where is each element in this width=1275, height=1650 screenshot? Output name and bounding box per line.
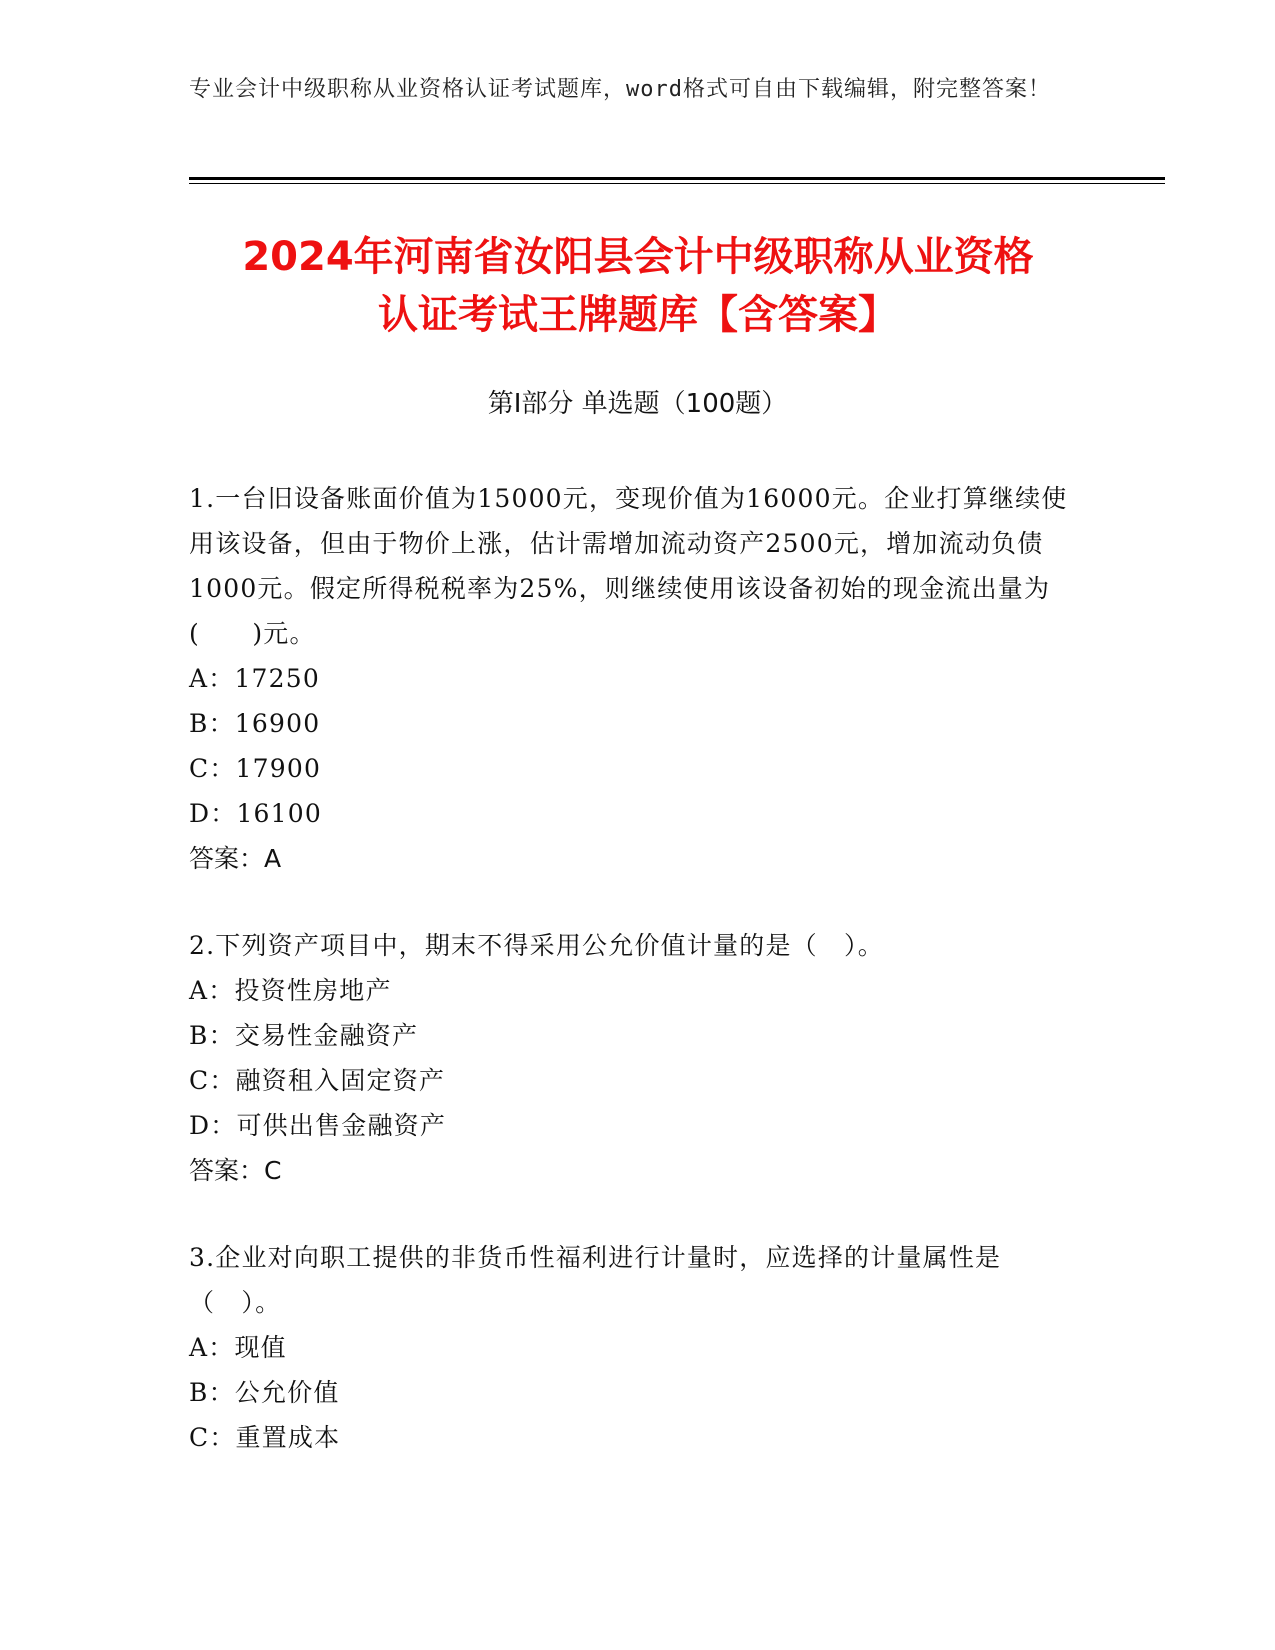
document-title-line-1: 2024年河南省汝阳县会计中级职称从业资格 xyxy=(242,234,1034,280)
answer-line: 答案：A xyxy=(189,844,282,873)
option-b: B：交易性金融资产 xyxy=(189,1021,419,1050)
option-d: D：16100 xyxy=(189,799,322,828)
header-divider-thin xyxy=(189,183,1165,184)
option-a: A：17250 xyxy=(189,664,320,693)
option-c: C：重置成本 xyxy=(189,1423,341,1452)
question-stem: 3.企业对向职工提供的非货币性福利进行计量时，应选择的计量属性是（ ）。 xyxy=(189,1243,1002,1317)
option-a: A：投资性房地产 xyxy=(189,976,392,1005)
question-stem: 1.一台旧设备账面价值为15000元，变现价值为16000元。企业打算继续使用该设备，但由于物价上涨，估计需增加流动资产2500元，增加流动负债1000元。假定所得税税率为25%，则继续使用该设备初始的现金流出量为( )元。 xyxy=(189,484,1068,648)
question-stem: 2.下列资产项目中，期末不得采用公允价值计量的是（ ）。 xyxy=(189,931,884,960)
document-title-line-2: 认证考试王牌题库【含答案】 xyxy=(378,292,898,338)
option-a: A：现值 xyxy=(189,1333,287,1362)
option-c: C：17900 xyxy=(189,754,322,783)
option-c: C：融资租入固定资产 xyxy=(189,1066,446,1095)
option-b: B：16900 xyxy=(189,709,321,738)
answer-line: 答案：C xyxy=(189,1156,282,1185)
question-list xyxy=(189,476,1079,1502)
section-title: 第I部分 单选题（100题） xyxy=(487,389,788,419)
option-b: B：公允价值 xyxy=(189,1378,340,1407)
question-2 xyxy=(189,923,1079,1193)
header-note: 专业会计中级职称从业资格认证考试题库，word格式可自由下载编辑，附完整答案！ xyxy=(189,77,1051,102)
header-divider-thick xyxy=(189,177,1165,180)
document-title xyxy=(150,228,1126,344)
question-1 xyxy=(189,476,1079,881)
option-d: D：可供出售金融资产 xyxy=(189,1111,447,1140)
question-3 xyxy=(189,1235,1079,1460)
